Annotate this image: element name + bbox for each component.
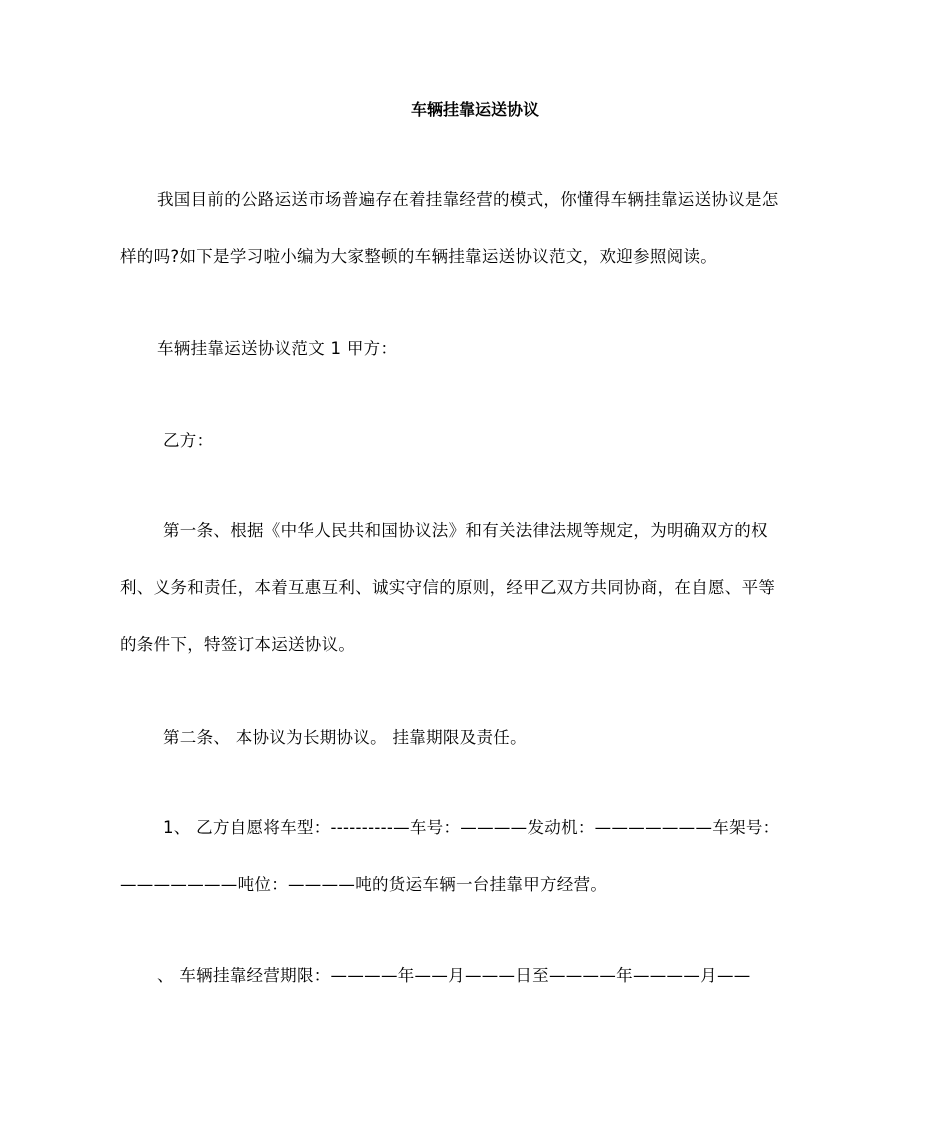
document-title: 车辆挂靠运送协议 <box>410 100 539 119</box>
article-2: 第二条、 本协议为长期协议。 挂靠期限及责任。 <box>163 728 527 747</box>
clause-2-line-1: 、 车辆挂靠经营期限：————年——月———日至————年————月—— <box>157 966 751 985</box>
agreement-heading: 车辆挂靠运送协议范文 1 甲方： <box>157 339 398 358</box>
article-1-line-1: 第一条、根据《中华人民共和国协议法》和有关法律法规等规定，为明确双方的权 <box>163 521 768 540</box>
article-1-line-2: 利、义务和责任，本着互惠互利、诚实守信的原则，经甲乙双方共同协商，在自愿、平等 <box>120 578 776 597</box>
party-b-label: 乙方： <box>163 431 214 450</box>
intro-line-1: 我国目前的公路运送市场普遍存在着挂靠经营的模式，你懂得车辆挂靠运送协议是怎 <box>157 190 779 209</box>
article-1-line-3: 的条件下，特签订本运送协议。 <box>120 635 356 654</box>
intro-line-2: 样的吗?如下是学习啦小编为大家整顿的车辆挂靠运送协议范文，欢迎参照阅读。 <box>120 247 718 266</box>
clause-1-line-2: ———————吨位：————吨的货运车辆一台挂靠甲方经营。 <box>120 875 608 894</box>
clause-1-line-1: 1、 乙方自愿将车型：----------—车号：————发动机：———————车架号： <box>163 818 780 837</box>
